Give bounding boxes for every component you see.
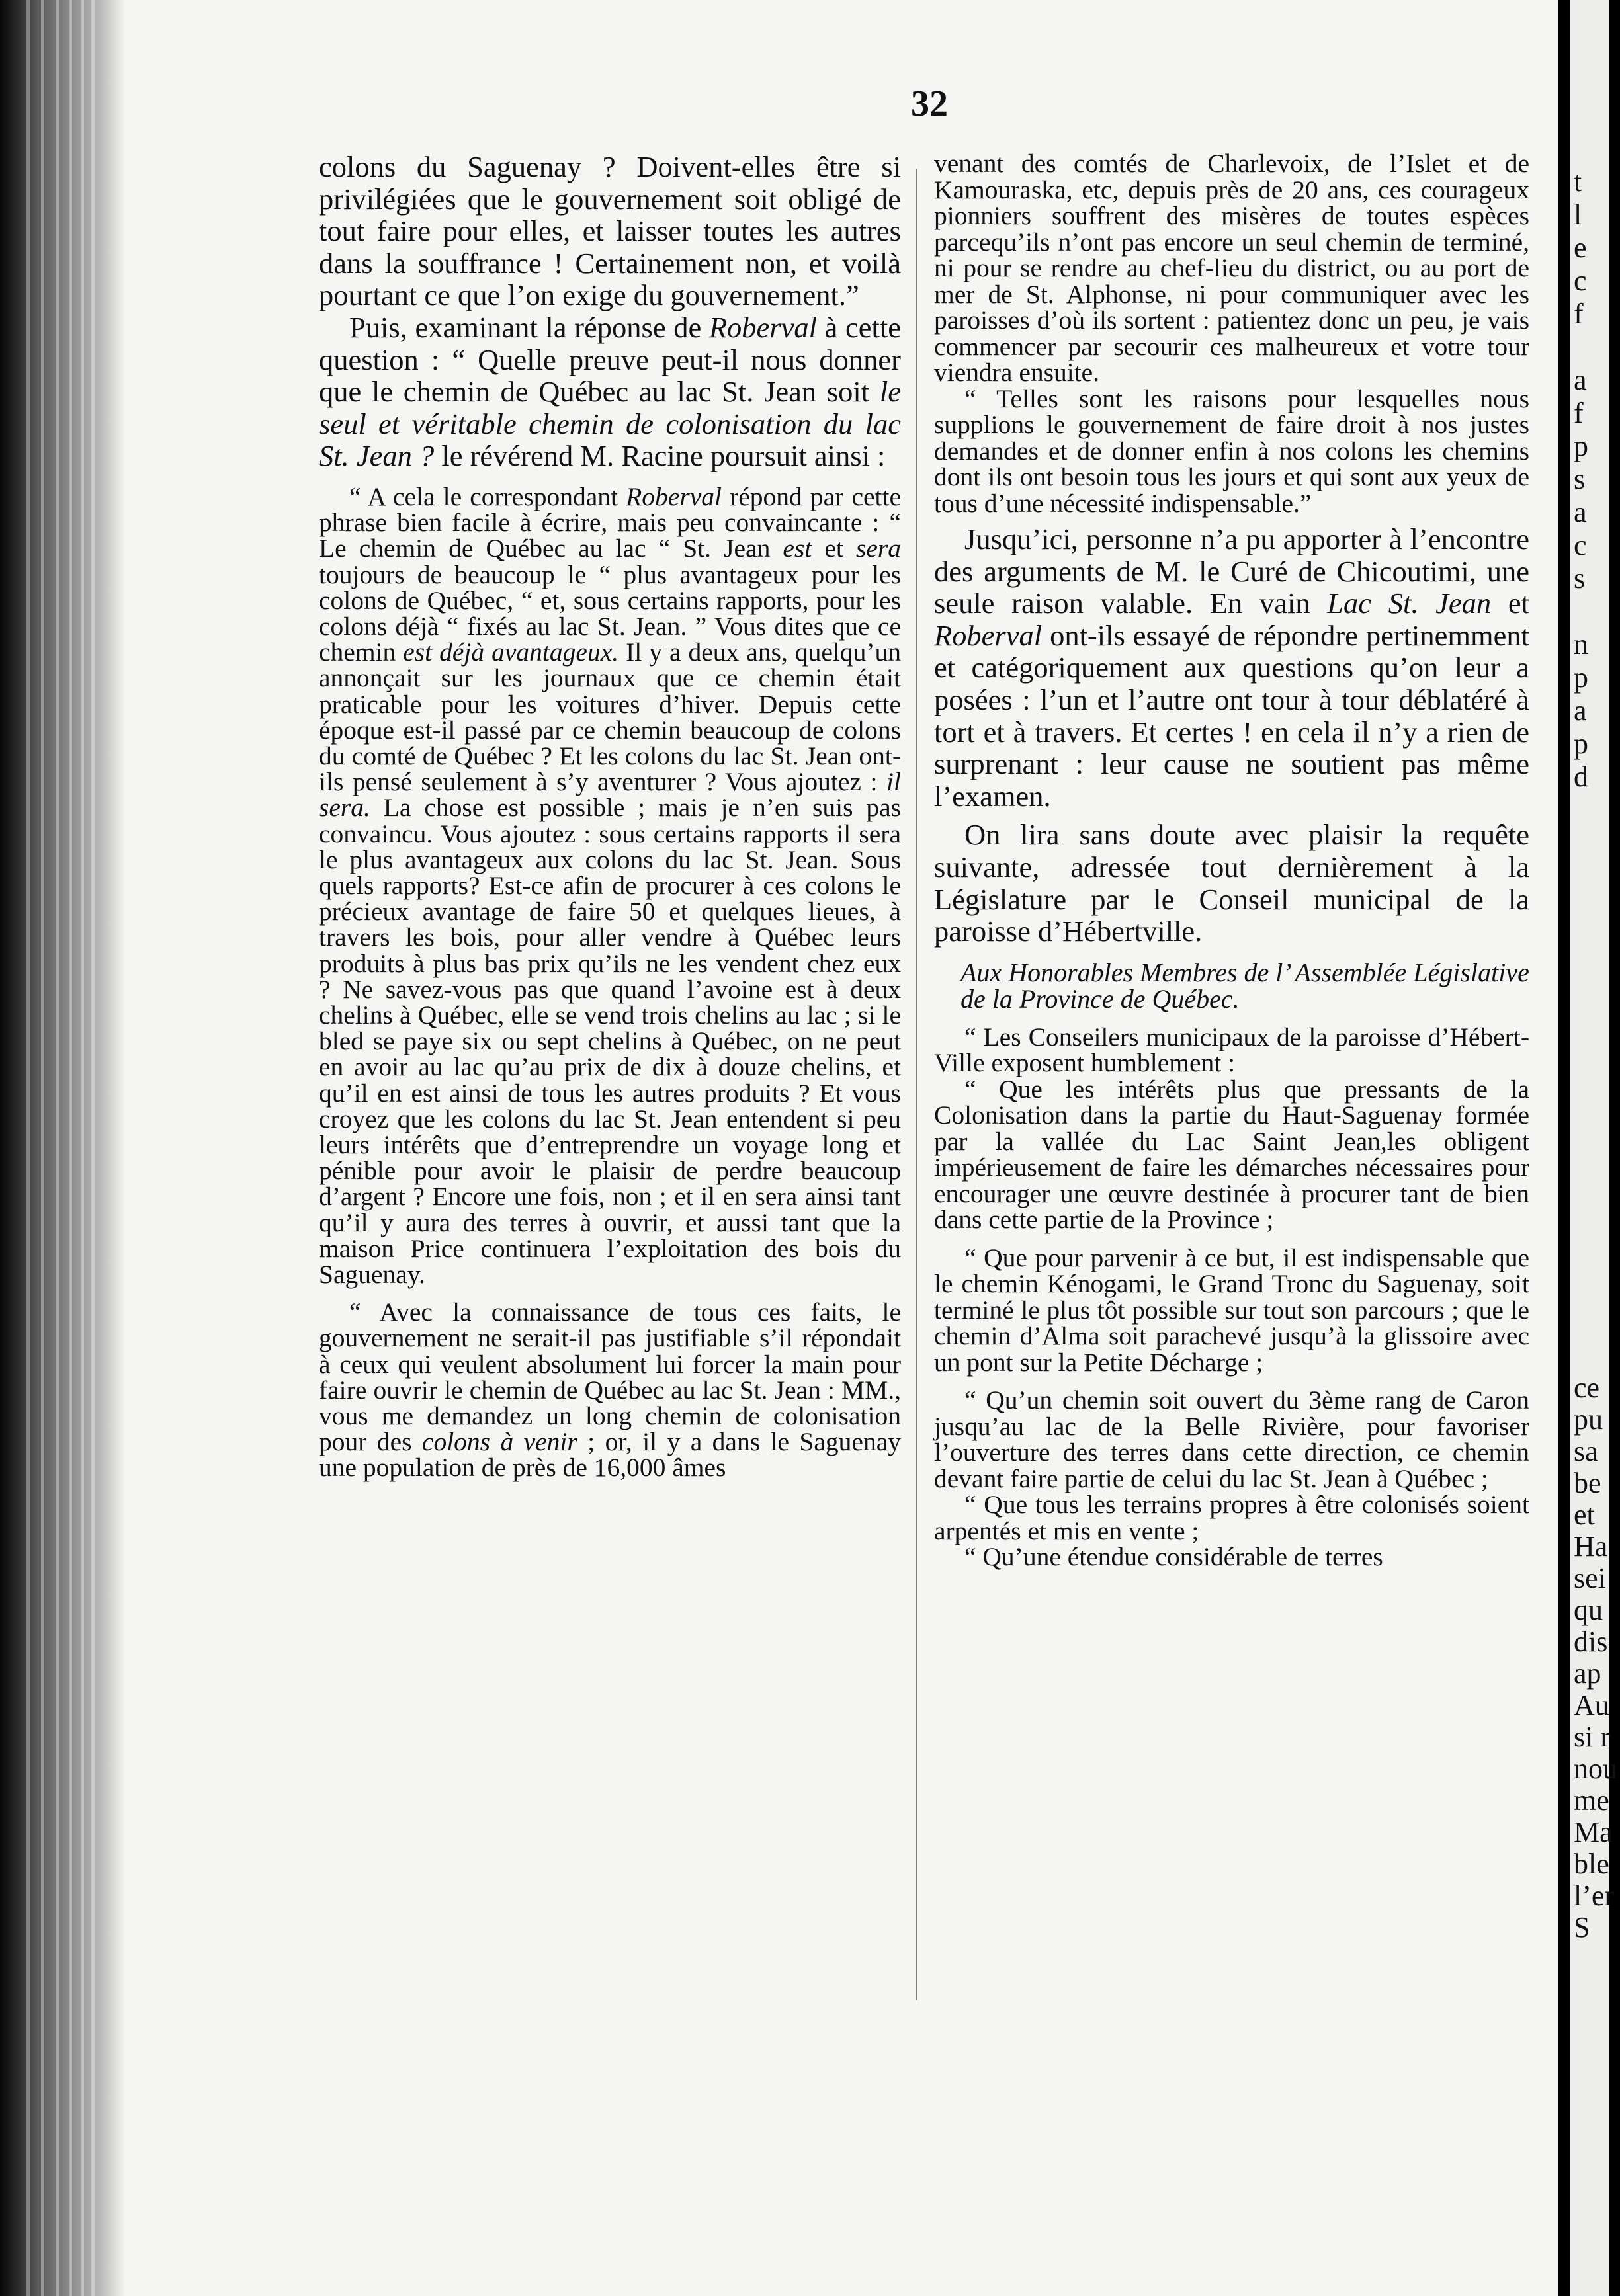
adjacent-page-fragment-text: f xyxy=(1574,397,1584,429)
petition-item-1: “ Que les intérêts plus que pressants de la Colonisation dans la partie du Haut-Saguenay formée par la vallée du Lac Saint Jean,les obligent impérieusement de faire les démarches nécessaires pour encourager une œuvre destinée à procurer tant de bien dans cette partie de la Province ; xyxy=(934,1074,1529,1235)
adjacent-page-fragment-text: p xyxy=(1574,430,1588,462)
book-page-edges xyxy=(0,0,99,2296)
petition-heading: Aux Honorables Membres de l’ Assemblée Législative de la Province de Québec. xyxy=(960,957,1529,1014)
petition-item-2: “ Que pour parvenir à ce but, il est indispensable que le chemin Kénogami, le Grand Tronc du Saguenay, soit terminé le plus tôt possible sur tout son parcours ; que le chemin d’Alma soit parachevé jusqu’à la glissoire avec un pont sur la Petite Décharge ; xyxy=(934,1243,1529,1377)
left-paragraph-2: Puis, examinant la réponse de Roberval à cette question : “ Quelle preuve peut-il nous donner que le chemin de Québec au lac St. Jean soit le seul et véritable chemin de colonisation du lac St. Jean ? le révérend M. Racine poursuit ainsi : xyxy=(319,310,901,473)
adjacent-page-fragment-text: me xyxy=(1574,1784,1609,1817)
adjacent-page-fragment-text xyxy=(1574,595,1620,628)
right-paragraph-4: On lira sans doute avec plaisir la requête suivante, adressée tout dernièrement à la Législature par le Conseil municipal de la paroisse d’Hébertville. xyxy=(934,818,1529,948)
right-quote-paragraph-2: “ Telles sont les raisons pour lesquelles nous supplions le gouvernement de faire droit à nos justes demandes et de donner enfin à nos colons les chemins dont ils ont besoin tous les jours et qui sont aux yeux de tous d’une nécessité indispensable.” xyxy=(934,384,1529,518)
left-quote-paragraph-1: “ A cela le correspondant Roberval répond par cette phrase bien facile à écrire, mais peu convaincante : “ Le chemin de Québec au lac “ St. Jean est et sera toujours de beaucoup le “ plus avantageux pour les colons de Québec, “ et, sous certains rapports, pour les colons déjà “ fixés au lac St. Jean. ” Vous dites que ce chemin est déjà avantageux. Il y a deux ans, quelqu’un annonçait sur les journaux que ce chemin était praticable pour les voitures d’hiver. Depuis cette époque est-il passé par ce chemin beaucoup de colons du comté de Québec ? Et les colons du lac St. Jean ont-ils pensé seulement à s’y aventurer ? Vous ajoutez : il sera. La chose est possible ; mais je n’en suis pas convaincu. Vous ajoutez : sous certains rapports il sera le plus avantageux aux colons du lac St. Jean. Sous quels rapports? Est-ce afin de procurer à ces colons le précieux avantage de faire 50 et quelques lieues, à travers les bois, pour aller vendre à Québec leurs produits à plus bas prix qu’ils ne les vendent chez eux ? Ne savez-vous pas que quand l’avoine est à deux chelins à Québec, elle se vend trois chelins au lac ; si le bled se paye six ou sept chelins à Québec, on ne peut en avoir au lac qu’au prix de dix à douze chelins, et qu’il en est ainsi de tous les autres produits ? Et vous croyez que les colons du lac St. Jean entendent si peu leurs intérêts que d’entreprendre un voyage long et pénible pour avoir le plaisir de perdre beaucoup d’argent ? Encore une fois, non ; et il en sera ainsi tant qu’il y aura des terres à ouvrir, et aussi tant que la maison Price continuera l’exploitation des bois du Saguenay. xyxy=(319,481,901,1290)
adjacent-page-fragment-text: l xyxy=(1574,198,1582,231)
page-number: 32 xyxy=(911,83,948,124)
adjacent-page-fragment-text: s xyxy=(1574,463,1586,495)
adjacent-page-fragment-text: sa xyxy=(1574,1435,1598,1467)
adjacent-page-fragment-text: p xyxy=(1574,661,1588,694)
adjacent-page-fragment-text: ce xyxy=(1574,1372,1600,1404)
adjacent-page-fragment-text: a xyxy=(1574,694,1587,727)
adjacent-page-fragment-text: sei xyxy=(1574,1562,1606,1594)
petition-item-5: “ Qu’une étendue considérable de terres xyxy=(964,1542,1383,1572)
left-quote-paragraph-2: “ Avec la connaissance de tous ces faits, le gouvernement ne serait-il pas justifiable s’il répondait à ceux qui veulent absolument lui forcer la main pour faire ouvrir le chemin de Québec au lac St. Jean : MM., vous me demandez un long chemin de colonisation pour des colons à venir ; or, il y a dans le Saguenay une population de près de 16,000 âmes xyxy=(319,1297,901,1483)
adjacent-page-fragment-text: t xyxy=(1574,165,1582,198)
adjacent-page-upper-letters xyxy=(1574,165,1620,794)
adjacent-page-fragment-text: nou xyxy=(1574,1752,1617,1785)
adjacent-page-fragment-text: a xyxy=(1574,364,1587,396)
adjacent-page-fragment-text: e xyxy=(1574,231,1587,264)
column-rule xyxy=(916,169,917,2000)
adjacent-page-fragment-text: d xyxy=(1574,760,1588,793)
adjacent-page-fragment-text: be xyxy=(1574,1467,1601,1499)
petition-item-4: “ Que tous les terrains propres à être colonisés soient arpentés et mis en vente ; xyxy=(934,1490,1529,1545)
right-paragraph-3: Jusqu’ici, personne n’a pu apporter à l’encontre des arguments de M. le Curé de Chicoutimi, une seule raison valable. En vain Lac St. Jean et Roberval ont-ils essayé de répondre pertinemment et catégoriquement aux questions qu’on leur a posées : l’un et l’autre ont tour à tour déblatéré à tort et à travers. Et certes ! en cela il n’y a rien de surprenant : leur cause ne soutient pas même l’examen. xyxy=(934,522,1529,813)
adjacent-page-fragment-text: dis xyxy=(1574,1625,1608,1658)
adjacent-page-fragment-text: qu xyxy=(1574,1594,1603,1626)
adjacent-page-fragment xyxy=(1570,0,1617,2296)
right-column xyxy=(934,151,1529,1571)
petition-item-3: “ Qu’un chemin soit ouvert du 3ème rang de Caron jusqu’au lac de la Belle Rivière, pour favoriser l’ouverture des terres dans cette direction, ce chemin devant faire partie de celui du lac St. Jean à Québec ; xyxy=(934,1385,1529,1493)
adjacent-page-fragment-text xyxy=(1574,331,1620,364)
adjacent-page-fragment-text: n xyxy=(1574,628,1588,661)
book-spine xyxy=(1558,0,1570,2296)
adjacent-page-fragment-text: ble xyxy=(1574,1848,1609,1880)
adjacent-page-fragment-text: l’er xyxy=(1574,1879,1615,1912)
adjacent-page-fragment-text: c xyxy=(1574,265,1587,297)
left-column xyxy=(319,151,901,1481)
right-quote-continuation: venant des comtés de Charlevoix, de l’Islet et de Kamouraska, etc, depuis près de 20 ans, ces courageux pionniers souffrent des misères de toutes espèces parcequ’ils n’ont pas encore un seul chemin de terminé, ni pour se rendre au chef-lieu du district, ou au port de mer de St. Alphonse, ni pour communiquer avec les paroisses d’où ils sortent : patientez donc un peu, je vais commencer par secourir ces malheureux et votre tour viendra ensuite. xyxy=(934,149,1529,387)
adjacent-page-lower-letters xyxy=(1574,1372,1620,1944)
adjacent-page-fragment-text: c xyxy=(1574,529,1587,561)
adjacent-page-fragment-text: Au xyxy=(1574,1689,1609,1721)
adjacent-page-fragment-text: et xyxy=(1574,1498,1595,1531)
adjacent-page-fragment-text: p xyxy=(1574,727,1588,760)
left-paragraph-1: colons du Saguenay ? Doivent-elles être si privilégiées que le gouvernement soit obligé de tout faire pour elles, et laisser toutes les autres dans la souffrance ! Certainement non, et voilà pourtant ce que l’on exige du gouvernement.” xyxy=(319,150,901,312)
adjacent-page-fragment-text: pu xyxy=(1574,1403,1603,1436)
adjacent-page-fragment-text: Ma xyxy=(1574,1816,1613,1848)
adjacent-page-fragment-text: a xyxy=(1574,496,1587,528)
adjacent-page-fragment-text: Ha xyxy=(1574,1530,1608,1563)
adjacent-page-fragment-text: f xyxy=(1574,298,1584,330)
adjacent-page-fragment-text: ap xyxy=(1574,1657,1601,1690)
petition-intro: “ Les Conseilers municipaux de la paroisse d’Hébert-Ville exposent humblement : xyxy=(934,1022,1529,1078)
adjacent-page-fragment-text: S xyxy=(1574,1911,1590,1944)
adjacent-page-fragment-text: s xyxy=(1574,562,1586,594)
adjacent-page-fragment-text: si r xyxy=(1574,1721,1610,1753)
